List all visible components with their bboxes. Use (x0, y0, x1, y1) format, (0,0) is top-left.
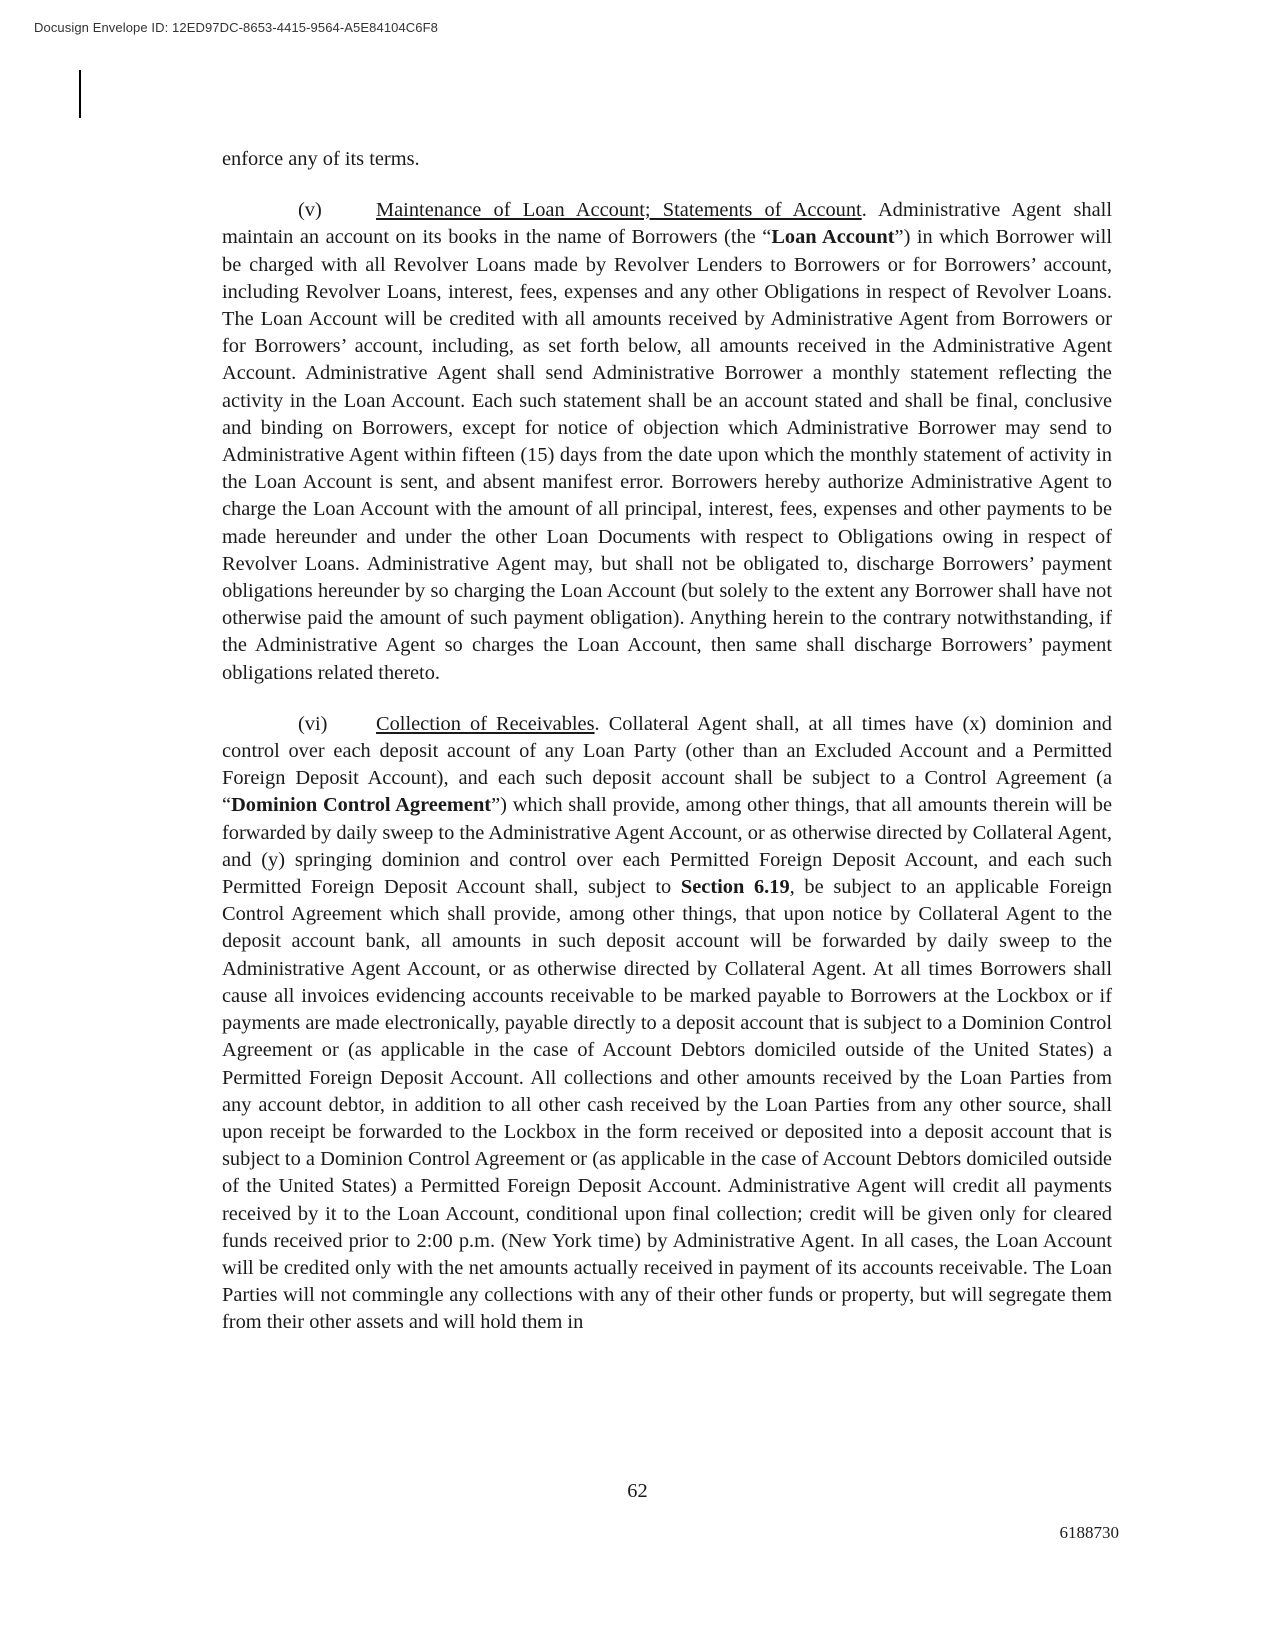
document-body (222, 146, 1112, 1337)
envelope-id: Docusign Envelope ID: 12ED97DC-8653-4415-9564-A5E84104C6F8 (34, 20, 438, 35)
section-v-number: (v) (298, 199, 322, 222)
section-reference: Section 6.19 (680, 876, 790, 899)
section-vi-number: (vi) (298, 712, 328, 735)
section-v-heading: Maintenance of Loan Account; Statements of Account (376, 199, 862, 222)
section-vi-paragraph (222, 711, 1112, 1337)
section-vi-text-1: . Collateral Agent shall, at all times have (x) dominion and control over each deposit account of any Loan Party (other than an Excluded Account and a Permitted Foreign Deposit Account), and each such deposit account shall be subject to a Control Agreement (a “ (222, 712, 1112, 817)
defined-term-dominion-control-agreement: Dominion Control Agreement (231, 794, 492, 817)
section-vi-text-2: ”) which shall provide, among other things, that all amounts therein will be forwarded by daily sweep to the Administrative Agent Account, or as otherwise directed by Collateral Agent, and (y) springing dominion and control over each Permitted Foreign Deposit Account, and each such Permitted Foreign Deposit Account shall, subject to (222, 794, 1112, 899)
page-number: 62 (627, 1480, 648, 1502)
section-v-paragraph (222, 197, 1112, 687)
document-number: 6188730 (1059, 1523, 1119, 1542)
defined-term-loan-account: Loan Account (771, 226, 895, 249)
section-vi-heading: Collection of Receivables (376, 712, 595, 735)
intro-paragraph: enforce any of its terms. (222, 148, 420, 170)
change-bar (79, 70, 81, 118)
section-vi-text-3: , be subject to an applicable Foreign Control Agreement which shall provide, among other things, that upon notice by Collateral Agent to the deposit account bank, all amounts in such deposit account will be forwarded by daily sweep to the Administrative Agent Account, or as otherwise directed by Collateral Agent. At all times Borrowers shall cause all invoices evidencing accounts receivable to be marked payable to Borrowers at the Lockbox or if payments are made electronically, payable directly to a deposit account that is subject to a Dominion Control Agreement or (as applicable in the case of Account Debtors domiciled outside of the United States) a Permitted Foreign Deposit Account. All collections and other amounts received by the Loan Parties from any account debtor, in addition to all other cash received by the Loan Parties from any other source, shall upon receipt be forwarded to the Lockbox in the form received or deposited into a deposit account that is subject to a Dominion Control Agreement or (as applicable in the case of Account Debtors domiciled outside of the United States) a Permitted Foreign Deposit Account. Administrative Agent will credit all payments received by it to the Loan Account, conditional upon final collection; credit will be given only for cleared funds received prior to 2:00 p.m. (New York time) by Administrative Agent. In all cases, the Loan Account will be credited only with the net amounts actually received in payment of its accounts receivable. The Loan Parties will not commingle any collections with any of their other funds or property, but will segregate them from their other assets and will hold them in (222, 876, 1113, 1334)
section-v-text-2: ”) in which Borrower will be charged with all Revolver Loans made by Revolver Lenders to Borrowers or for Borrowers’ account, including Revolver Loans, interest, fees, expenses and any other Obligations in respect of Revolver Loans. The Loan Account will be credited with all amounts received by Administrative Agent from Borrowers or for Borrowers’ account, including, as set forth below, all amounts received in the Administrative Agent Account. Administrative Agent shall send Administrative Borrower a monthly statement reflecting the activity in the Loan Account. Each such statement shall be an account stated and shall be final, conclusive and binding on Borrowers, except for notice of objection which Administrative Borrower may send to Administrative Agent within fifteen (15) days from the date upon which the monthly statement of activity in the Loan Account is sent, and absent manifest error. Borrowers hereby authorize Administrative Agent to charge the Loan Account with the amount of all principal, interest, fees, expenses and other payments to be made hereunder and under the other Loan Documents with respect to Obligations owing in respect of Revolver Loans. Administrative Agent may, but shall not be obligated to, discharge Borrowers’ payment obligations hereunder by so charging the Loan Account (but solely to the extent any Borrower shall have not otherwise paid the amount of such payment obligation). Anything herein to the contrary notwithstanding, if the Administrative Agent so charges the Loan Account, then same shall discharge Borrowers’ payment obligations related thereto. (222, 226, 1112, 684)
section-v-text-1: . Administrative Agent shall maintain an account on its books in the name of Borrowers (the “ (222, 199, 1112, 249)
